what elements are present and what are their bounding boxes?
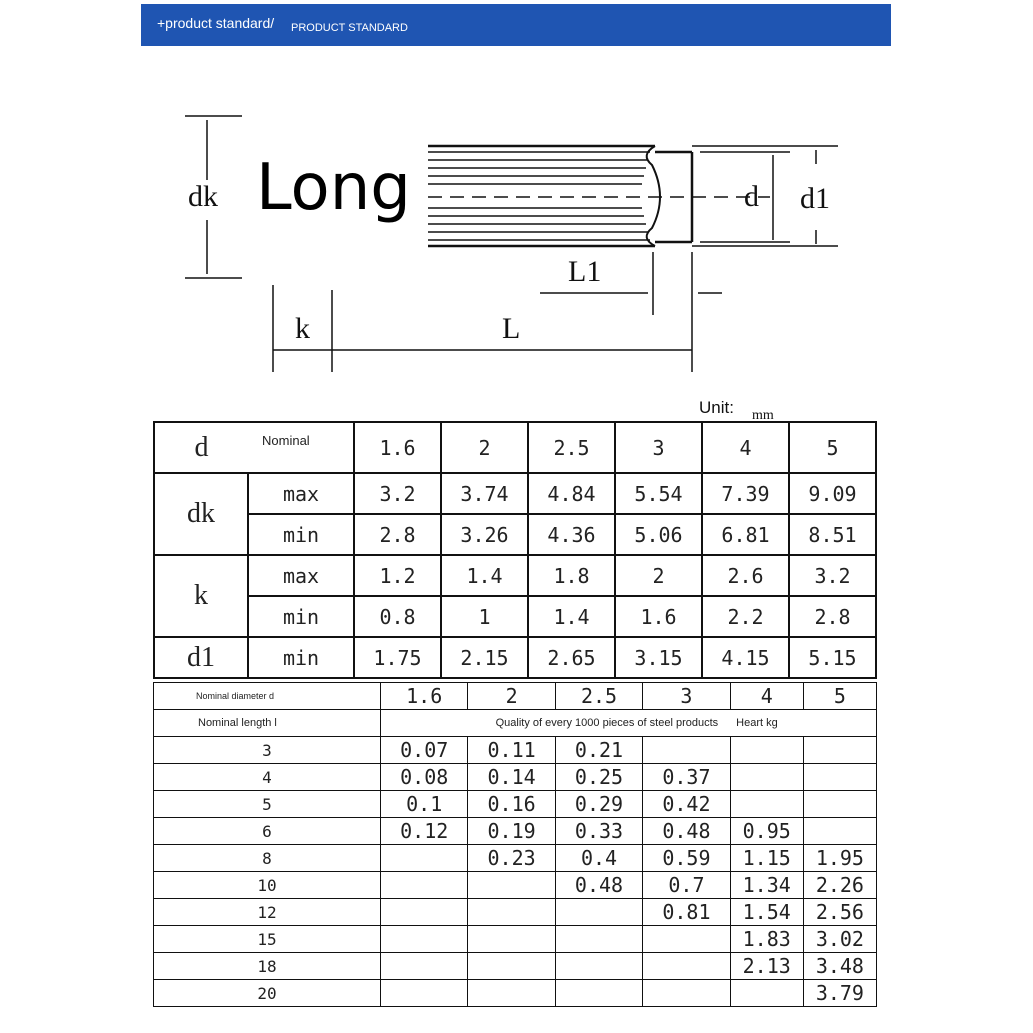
table-row (154, 596, 876, 637)
cell: 4.84 (528, 473, 615, 514)
weight-cell: 0.21 (555, 737, 642, 764)
weight-cell: 0.29 (555, 791, 642, 818)
length-cell: 12 (154, 899, 381, 926)
k-label: k (295, 312, 310, 345)
heart-header: Heart kg (730, 710, 876, 737)
weight-cell (468, 899, 555, 926)
weight-cell: 3.48 (803, 953, 876, 980)
table-row (154, 953, 877, 980)
diameter-cell: 4 (730, 683, 803, 710)
cell: 1.75 (354, 637, 441, 678)
diameter-cell: 2 (468, 683, 555, 710)
cell: 2.6 (702, 555, 789, 596)
weight-cell: 0.48 (555, 872, 642, 899)
diameter-cell: 2.5 (555, 683, 642, 710)
weight-cell: 0.4 (555, 845, 642, 872)
weight-cell: 0.7 (643, 872, 730, 899)
weight-cell: 2.56 (803, 899, 876, 926)
weight-cell (643, 953, 730, 980)
diameter-cell: 3 (643, 683, 730, 710)
weight-cell (555, 899, 642, 926)
weight-cell: 3.79 (803, 980, 876, 1007)
weight-cell: 0.25 (555, 764, 642, 791)
table-row (154, 473, 876, 514)
weight-cell: 0.95 (730, 818, 803, 845)
table-row (154, 845, 877, 872)
dk-symbol: dk (154, 473, 248, 555)
cell: 5.06 (615, 514, 702, 555)
diameter-cell: 5 (803, 683, 876, 710)
d1-symbol: d1 (154, 637, 248, 678)
table-row (154, 637, 876, 678)
length-cell: 15 (154, 926, 381, 953)
L-label: L (502, 312, 521, 345)
length-cell: 5 (154, 791, 381, 818)
cell: 3.74 (441, 473, 528, 514)
table-row (154, 683, 877, 710)
nominal-cell: 3 (615, 422, 702, 473)
quality-header: Quality of every 1000 pieces of steel products (381, 710, 731, 737)
cell: 4.15 (702, 637, 789, 678)
weight-cell: 0.08 (381, 764, 468, 791)
weight-cell: 0.81 (643, 899, 730, 926)
weight-cell: 0.23 (468, 845, 555, 872)
length-cell: 20 (154, 980, 381, 1007)
weight-cell (803, 818, 876, 845)
min-label: min (248, 514, 354, 555)
cell: 8.51 (789, 514, 876, 555)
L1-label: L1 (568, 255, 602, 288)
header-banner (141, 4, 891, 46)
dimensions-table (153, 421, 877, 679)
cell: 1.2 (354, 555, 441, 596)
cell: 3.15 (615, 637, 702, 678)
table-row (154, 764, 877, 791)
cell: 2.65 (528, 637, 615, 678)
length-cell: 10 (154, 872, 381, 899)
weight-cell: 1.34 (730, 872, 803, 899)
weight-cell (730, 764, 803, 791)
k-symbol: k (154, 555, 248, 637)
weight-cell (730, 980, 803, 1007)
weight-cell: 0.12 (381, 818, 468, 845)
d-label: d (744, 180, 759, 213)
table-row (154, 872, 877, 899)
min-label: min (248, 637, 354, 678)
d-symbol: d (154, 422, 248, 473)
weight-cell (381, 872, 468, 899)
nominal-label: Nominal (248, 422, 354, 473)
cell: 7.39 (702, 473, 789, 514)
cell: 3.2 (789, 555, 876, 596)
weight-cell: 1.83 (730, 926, 803, 953)
table-row (154, 514, 876, 555)
cell: 1.6 (615, 596, 702, 637)
cell: 2.15 (441, 637, 528, 678)
weight-cell: 0.33 (555, 818, 642, 845)
weight-cell (730, 737, 803, 764)
cell: 4.36 (528, 514, 615, 555)
weight-cell: 2.13 (730, 953, 803, 980)
cell: 5.54 (615, 473, 702, 514)
rivet-drawing (170, 100, 870, 390)
length-cell: 8 (154, 845, 381, 872)
diameter-header: Nominal diameter d (154, 683, 381, 710)
weight-cell (468, 872, 555, 899)
max-label: max (248, 555, 354, 596)
nominal-cell: 2 (441, 422, 528, 473)
cell: 6.81 (702, 514, 789, 555)
unit-value: mm (751, 408, 774, 423)
length-cell: 4 (154, 764, 381, 791)
weight-cell (643, 737, 730, 764)
cell: 0.8 (354, 596, 441, 637)
nominal-cell: 2.5 (528, 422, 615, 473)
weight-cell: 1.54 (730, 899, 803, 926)
cell: 3.26 (441, 514, 528, 555)
weight-cell (803, 737, 876, 764)
cell: 2.8 (354, 514, 441, 555)
cell: 1.4 (441, 555, 528, 596)
length-header: Nominal length l (154, 710, 381, 737)
weight-cell (555, 926, 642, 953)
weight-cell: 0.19 (468, 818, 555, 845)
diameter-cell: 1.6 (381, 683, 468, 710)
weight-cell: 0.42 (643, 791, 730, 818)
cell: 9.09 (789, 473, 876, 514)
weight-cell (555, 980, 642, 1007)
length-cell: 18 (154, 953, 381, 980)
table-row (154, 555, 876, 596)
weight-cell: 0.48 (643, 818, 730, 845)
dk-label: dk (188, 180, 218, 213)
cell: 1 (441, 596, 528, 637)
weight-cell (381, 980, 468, 1007)
table-row (154, 422, 876, 473)
nominal-cell: 1.6 (354, 422, 441, 473)
cell: 1.4 (528, 596, 615, 637)
length-cell: 6 (154, 818, 381, 845)
cell: 2.8 (789, 596, 876, 637)
nominal-cell: 4 (702, 422, 789, 473)
rivet-diagram (170, 100, 870, 390)
weight-cell (643, 926, 730, 953)
table-row (154, 791, 877, 818)
weight-cell: 0.14 (468, 764, 555, 791)
weight-cell: 3.02 (803, 926, 876, 953)
weight-cell (468, 926, 555, 953)
weight-cell (803, 791, 876, 818)
weight-cell (803, 764, 876, 791)
unit-label: Unit: $_{mm}$ (699, 398, 774, 423)
weight-cell (468, 953, 555, 980)
header-subtitle: PRODUCT STANDARD (291, 22, 408, 34)
weight-cell: 0.16 (468, 791, 555, 818)
min-label: min (248, 596, 354, 637)
weight-cell: 0.1 (381, 791, 468, 818)
weight-cell: 0.07 (381, 737, 468, 764)
header-title: +product standard/ (157, 15, 275, 31)
cell: 2 (615, 555, 702, 596)
cell: 3.2 (354, 473, 441, 514)
table-row (154, 710, 877, 737)
table-row (154, 899, 877, 926)
nominal-cell: 5 (789, 422, 876, 473)
weight-cell (381, 953, 468, 980)
weight-cell (555, 953, 642, 980)
weight-cell: 0.37 (643, 764, 730, 791)
table-row (154, 980, 877, 1007)
table-row (154, 737, 877, 764)
max-label: max (248, 473, 354, 514)
cell: 5.15 (789, 637, 876, 678)
length-cell: 3 (154, 737, 381, 764)
weight-cell (643, 980, 730, 1007)
table-row (154, 818, 877, 845)
weight-cell: 2.26 (803, 872, 876, 899)
weight-cell: 0.59 (643, 845, 730, 872)
weight-cell: 1.95 (803, 845, 876, 872)
weight-table (153, 682, 877, 1007)
table-row (154, 926, 877, 953)
weight-cell (730, 791, 803, 818)
cell: 2.2 (702, 596, 789, 637)
cell: 1.8 (528, 555, 615, 596)
weight-cell: 0.11 (468, 737, 555, 764)
weight-cell (381, 899, 468, 926)
weight-cell (381, 845, 468, 872)
weight-cell (381, 926, 468, 953)
weight-cell: 1.15 (730, 845, 803, 872)
d1-label: d1 (800, 182, 830, 215)
long-label: Long (256, 151, 411, 225)
weight-cell (468, 980, 555, 1007)
